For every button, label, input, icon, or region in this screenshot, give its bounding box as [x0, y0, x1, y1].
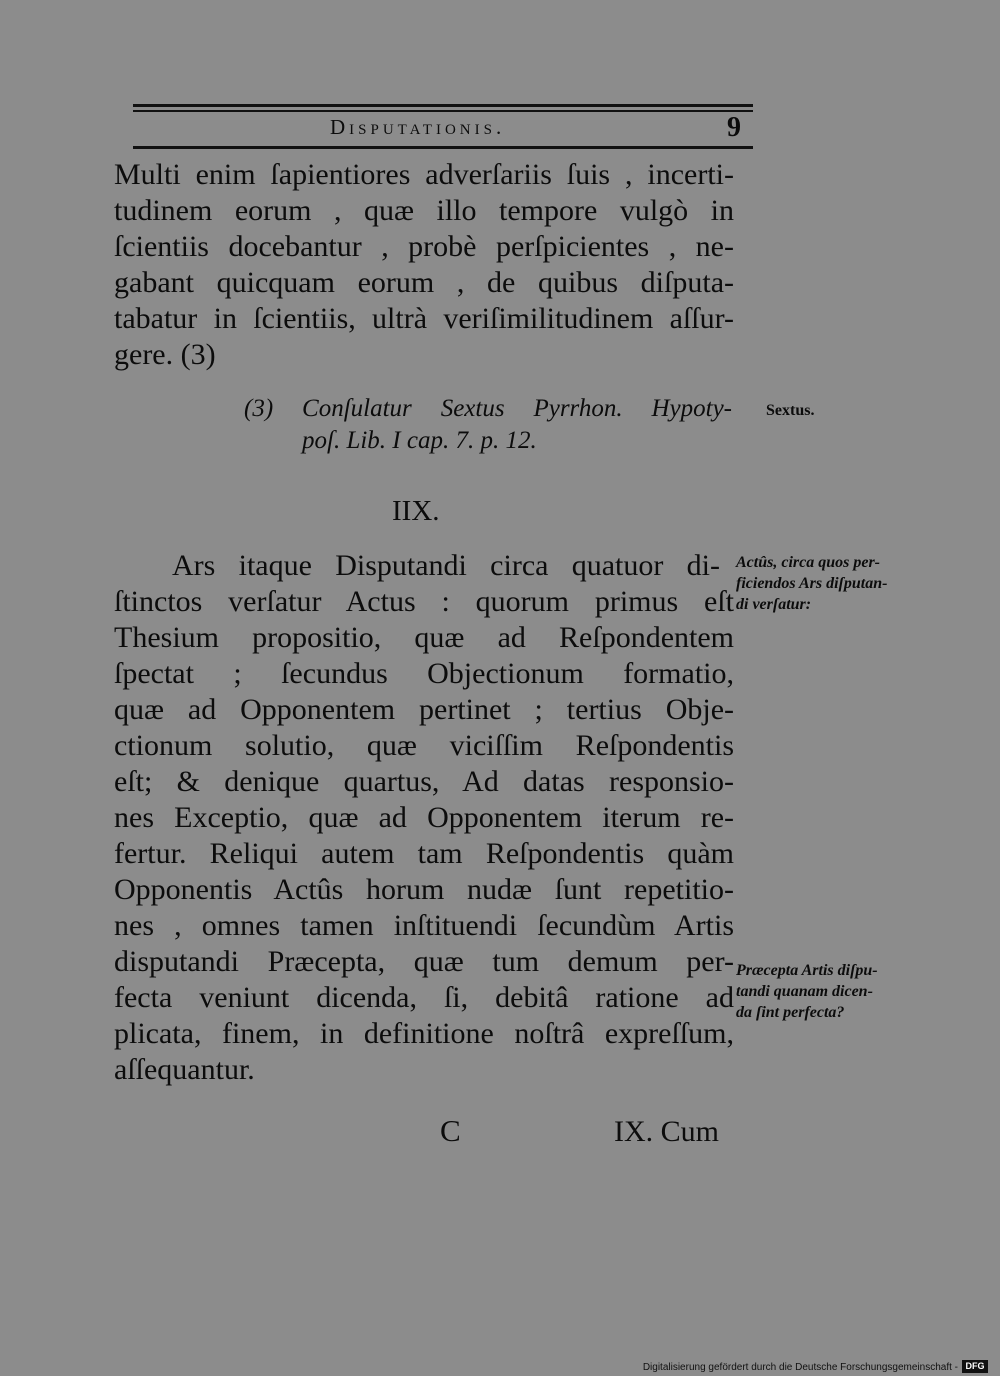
- text-line: Ars itaque Disputandi circa quatuor di-: [172, 549, 720, 582]
- margin-note-line: Actûs, circa quos per-: [736, 554, 880, 571]
- header-rule-double: [133, 110, 753, 112]
- signature-mark: C: [440, 1113, 461, 1148]
- text-line: gere. (3): [114, 338, 216, 371]
- text-line: ſtinctos verſatur Actus : quorum primus eſt: [114, 585, 734, 618]
- section-number: IIX.: [392, 495, 440, 527]
- text-line: Opponentis Actûs horum nudæ ſunt repetitio-: [114, 873, 734, 906]
- text-line: aſſequantur.: [114, 1053, 255, 1086]
- running-head: Disputationis.: [330, 115, 506, 139]
- dfg-logo: DFG: [962, 1360, 988, 1373]
- margin-note-line: ficiendos Ars diſputan-: [736, 575, 888, 592]
- text-line: quæ ad Opponentem pertinet ; tertius Obje-: [114, 693, 734, 726]
- header-rule-bottom: [133, 146, 753, 149]
- text-line: ſpectat ; ſecundus Objectionum formatio,: [114, 657, 734, 690]
- text-line: fecta veniunt dicenda, ſi, debitâ ratione ad: [114, 981, 734, 1014]
- page-number: 9: [727, 112, 741, 143]
- text-line: nes Exceptio, quæ ad Opponentem iterum re-: [114, 801, 734, 834]
- margin-note-line: tandi quanam dicen-: [736, 983, 873, 1000]
- text-line: ctionum solutio, quæ viciſſim Reſpondentis: [114, 729, 734, 762]
- text-line: tabatur in ſcientiis, ultrà veriſimilitudinem aſſur-: [114, 302, 734, 335]
- text-line: nes , omnes tamen inſtituendi ſecundùm Artis: [114, 909, 734, 942]
- footnote-line: (3) Conſulatur Sextus Pyrrhon. Hypoty-: [244, 395, 732, 422]
- text-line: tudinem eorum , quæ illo tempore vulgò in: [114, 194, 734, 227]
- margin-note-line: Præcepta Artis diſpu-: [736, 962, 878, 979]
- text-line: plicata, finem, in definitione noſtrâ expreſſum,: [114, 1017, 734, 1050]
- margin-note-line: da ſint perfecta?: [736, 1004, 845, 1021]
- text-line: gabant quicquam eorum , de quibus diſputa-: [114, 266, 734, 299]
- margin-note-line: di verſatur:: [736, 596, 812, 613]
- text-line: disputandi Præcepta, quæ tum demum per-: [114, 945, 734, 978]
- text-line: ſcientiis docebantur , probè perſpicientes , ne-: [114, 230, 734, 263]
- text-line: Thesium propositio, quæ ad Reſpondentem: [114, 621, 734, 654]
- text-line: Multi enim ſapientiores adverſariis ſuis , incerti-: [114, 158, 734, 191]
- text-line: fertur. Reliqui autem tam Reſpondentis quàm: [114, 837, 734, 870]
- margin-note-sextus: Sextus.: [766, 402, 815, 419]
- header-rule-top: [133, 104, 753, 107]
- text-line: eſt; & denique quartus, Ad datas responsio-: [114, 765, 734, 798]
- digitization-credit: Digitalisierung gefördert durch die Deutsche Forschungsgemeinschaft -: [642, 1362, 958, 1373]
- catchword: IX. Cum: [614, 1115, 719, 1148]
- footnote-line: poſ. Lib. I cap. 7. p. 12.: [302, 427, 537, 454]
